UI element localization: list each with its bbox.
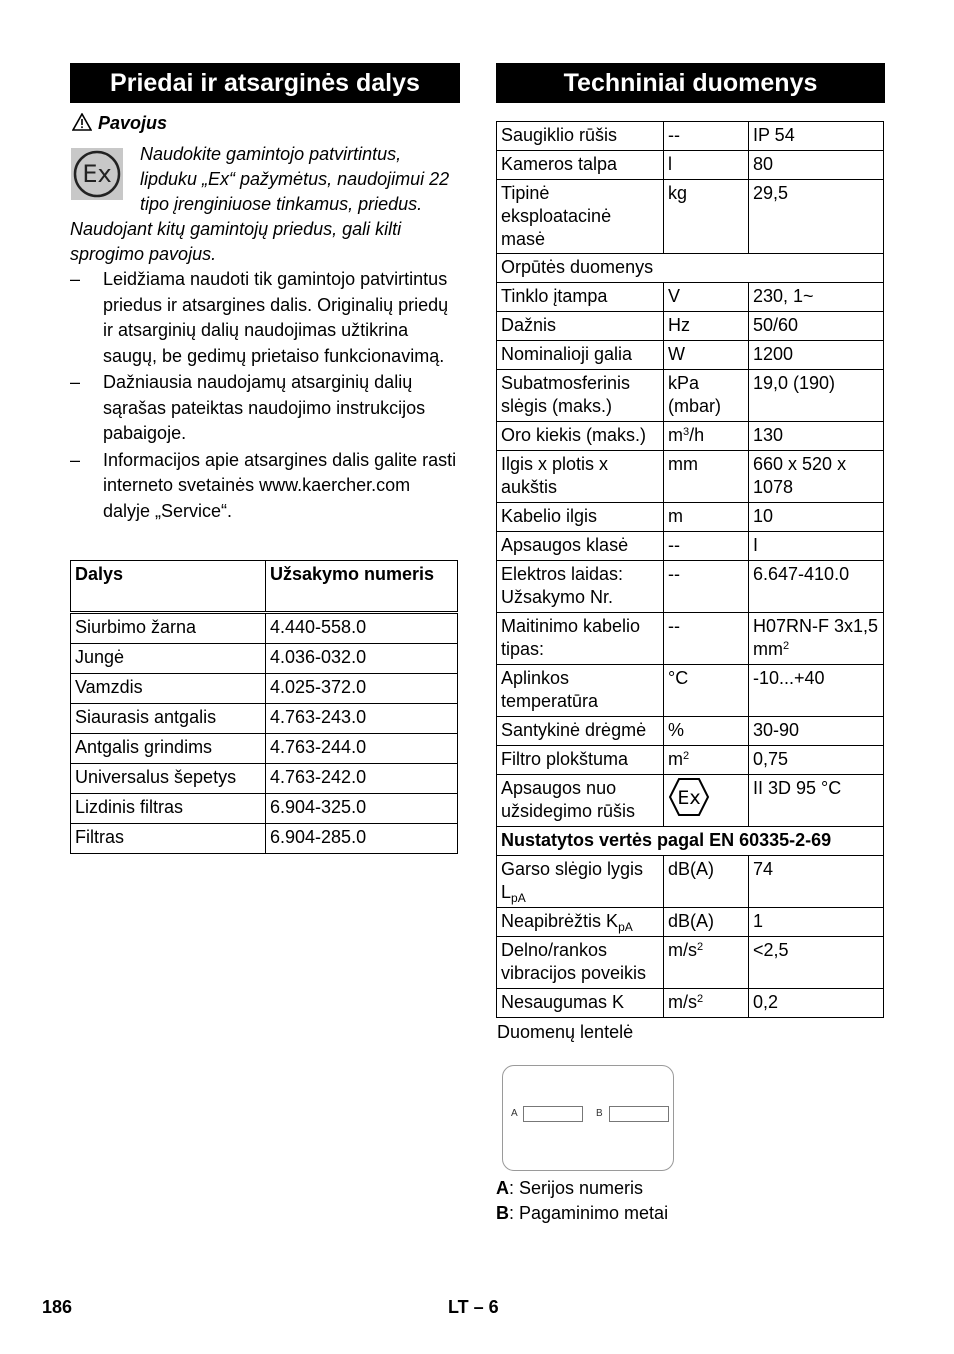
warning-heading: [72, 113, 167, 134]
table-row: Tipinė eksploatacinė masė kg 29,5: [497, 180, 884, 254]
table-row: Filtras 6.904-285.0: [71, 824, 458, 854]
table-row: Kabelio ilgis m 10: [497, 503, 884, 532]
table-row: Dažnis Hz 50/60: [497, 312, 884, 341]
table-row: Vamzdis 4.025-372.0: [71, 674, 458, 704]
table-row: Ilgis x plotis x aukštis mm 660 x 520 x 1078: [497, 451, 884, 503]
warning-text-block: [70, 142, 462, 267]
warning-title: Pavojus: [98, 113, 168, 133]
table-row: Neapibrėžtis $K_{pA}$ dB(A) 1: [497, 908, 884, 937]
info-bullet-list: [70, 267, 462, 525]
table-row: Siurbimo žarna 4.440-558.0: [71, 613, 458, 644]
table-row: Kameros talpa l 80: [497, 151, 884, 180]
table-row: Nesaugumas K $m/s^2$ 0,2: [497, 989, 884, 1018]
svg-text:Ex: Ex: [677, 787, 701, 809]
section-header-tech-data: Techniniai duomenys: [496, 63, 885, 103]
table-row: Nominalioji galia W 1200: [497, 341, 884, 370]
nameplate-label-a: A: [511, 1108, 518, 1119]
table-row: Elektros laidas: Užsakymo Nr. -- 6.647-410.0: [497, 561, 884, 613]
table-section-row: Orpūtės duomenys: [497, 254, 884, 283]
list-item: – Leidžiama naudoti tik gamintojo patvirtintus priedus ir atsargines dalis. Originalių priedų ir atsarginių dalių naudojimas užtikrina saugų, be gedimų prietaiso funkcionavimą.: [70, 269, 449, 366]
page-id: LT – 6: [448, 1297, 499, 1317]
table-row: Garso slėgio lygis $L_{pA}$ dB(A) 74: [497, 856, 884, 908]
warning-text: Naudokite gamintojo patvirtintus, lipduku „Ex“ pažymėtus, naudojimui 22 tipo įrenginiuose tinkamus, priedus. Naudojant kitų gamintojų priedus, gali kilti sprogimo pavojus.: [70, 144, 450, 264]
nameplate-illustration: [502, 1065, 674, 1171]
header-order-number: Užsakymo numeris: [266, 561, 458, 613]
tech-data-table: [496, 121, 884, 1018]
table-row: Siaurasis antgalis 4.763-243.0: [71, 704, 458, 734]
nameplate-title: Duomenų lentelė: [497, 1022, 634, 1042]
list-item: – Dažniausia naudojamų atsarginių dalių sąrašas pateiktas naudojimo instrukcijos pabaigoje.: [70, 372, 426, 443]
table-row: Oro kiekis (maks.) $m^3/h$ 130: [497, 422, 884, 451]
nameplate-legend: [496, 1176, 668, 1226]
table-row: Filtro plokštuma $m^2$ 0,75: [497, 746, 884, 775]
table-row: Saugiklio rūšis -- IP 54: [497, 122, 884, 151]
page-number: 186: [42, 1297, 73, 1317]
legend-item-b: B: Pagaminimo metai: [496, 1203, 669, 1223]
header-parts: Dalys: [71, 561, 266, 613]
svg-text:Ex: Ex: [82, 160, 112, 188]
table-row: Apsaugos klasė -- I: [497, 532, 884, 561]
section-header-accessories: Priedai ir atsarginės dalys: [70, 63, 460, 103]
table-row: Jungė 4.036-032.0: [71, 644, 458, 674]
table-row: Santykinė drėgmė % 30-90: [497, 717, 884, 746]
nameplate-field-a: [523, 1106, 583, 1122]
list-item: – Informacijos apie atsargines dalis galite rasti interneto svetainės www.kaercher.com dalyje „Service“.: [70, 449, 457, 521]
table-row: Universalus šepetys 4.763-242.0: [71, 764, 458, 794]
nameplate-field-b: [609, 1106, 669, 1122]
table-row: Apsaugos nuo užsidegimo rūšis Ex II 3D 95 °C: [497, 775, 884, 827]
table-row: Subatmosferinis slėgis (maks.) kPa (mbar) 19,0 (190): [497, 370, 884, 422]
table-row: Lizdinis filtras 6.904-325.0: [71, 794, 458, 824]
table-row: Maitinimo kabelio tipas: -- H07RN-F 3x1,5 $mm^2$: [497, 613, 884, 665]
table-row: Delno/rankos vibracijos poveikis $m/s^2$ <2,5: [497, 937, 884, 989]
nameplate-label-b: B: [596, 1108, 603, 1119]
table-header-row: [71, 561, 458, 613]
table-row: Tinklo įtampa V 230, 1~: [497, 283, 884, 312]
table-row: Aplinkos temperatūra °C -10...+40: [497, 665, 884, 717]
ex-hexagon-icon: [668, 777, 710, 817]
parts-table: [70, 560, 458, 854]
legend-item-a: A: Serijos numeris: [496, 1178, 644, 1198]
table-row: Antgalis grindims 4.763-244.0: [71, 734, 458, 764]
warning-triangle-icon: [72, 113, 92, 131]
table-section-row: Nustatytos vertės pagal EN 60335-2-69: [497, 827, 884, 856]
